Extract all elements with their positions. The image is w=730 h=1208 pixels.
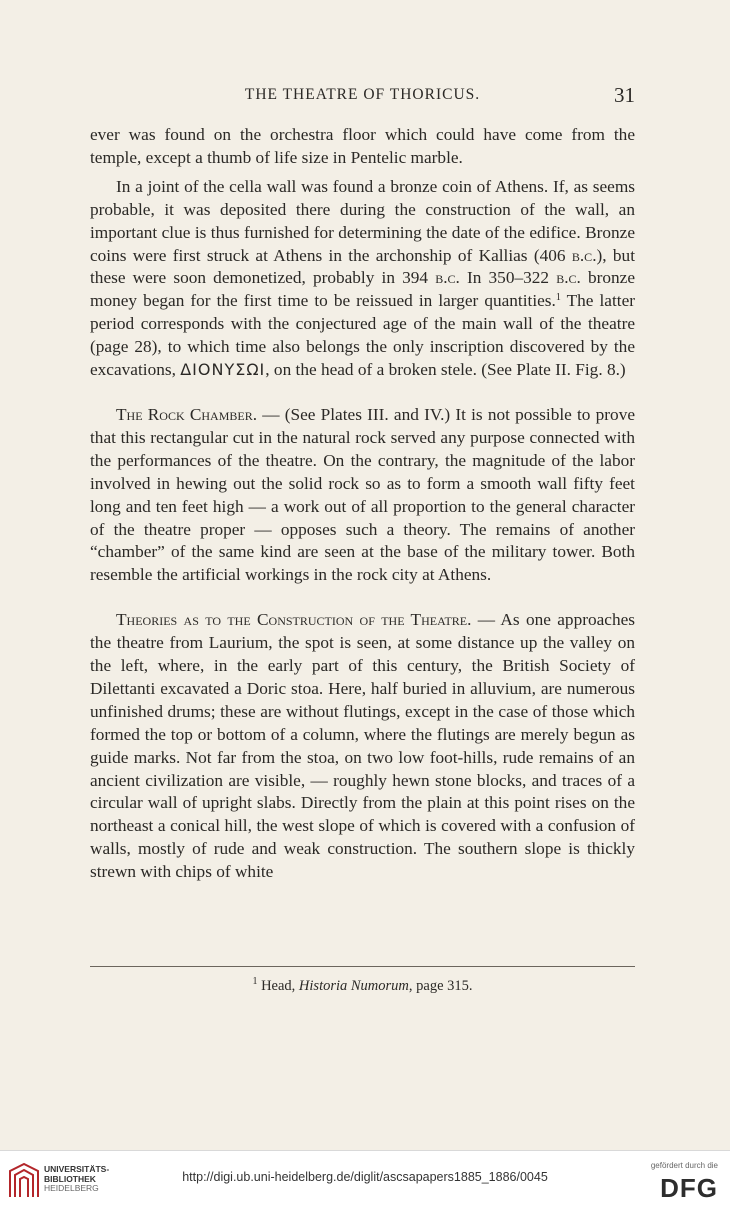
library-name-line-2: BIBLIOTHEK (44, 1173, 96, 1184)
paragraph-2-text-e: The latter period corresponds with the conjectured age of the main wall of the theatre (page 28), to which time also belongs the only inscription discovered by the excavations, (90, 291, 635, 380)
body-text (90, 124, 635, 906)
section-heading-theories: Theories as to the Construction of the Theatre. (116, 610, 472, 630)
running-title: THE THEATRE OF THORICUS. (244, 86, 481, 103)
era-abbrev: b.c. (571, 245, 597, 265)
paragraph-1-text: ever was found on the orchestra floor which could have come from the temple, except a thumb of life size in Pentelic marble. (90, 125, 635, 167)
dfg-logo[interactable]: DFG (660, 1173, 718, 1203)
paragraph-theories (90, 609, 635, 884)
paragraph-2-text-b: ), but these were soon demonetized, probably in 394 (90, 245, 635, 288)
era-abbrev: b.c. (435, 268, 460, 288)
footnote-reference[interactable]: 1 (555, 292, 561, 304)
document-url-link[interactable]: http://digi.ub.uni-heidelberg.de/diglit/ascsapapers1885_1886/0045 (182, 1170, 548, 1184)
footnote-divider (90, 966, 635, 967)
footnote (90, 978, 635, 995)
library-name-line-3: HEIDELBERG (44, 1183, 99, 1193)
era-abbrev: b.c. (556, 268, 581, 288)
footnote-title: Historia Numorum (298, 978, 409, 994)
greek-inscription: ΔΙΟΝΥΣΩΙ (180, 360, 266, 380)
viewer-footer (0, 1150, 730, 1208)
paragraph-2-text-f: , on the head of a broken stele. (See Plate II. Fig. 8.) (265, 360, 626, 380)
section-heading-rock-chamber: The Rock Chamber. (116, 404, 258, 424)
library-name-line-1: UNIVERSITÄTS- (44, 1164, 110, 1174)
footnote-prefix: Head, (257, 978, 299, 994)
footnote-suffix: , page 315. (408, 978, 473, 994)
paragraph-2-text-a: In a joint of the cella wall was found a bronze coin of Athens. If, as seems probable, it was deposited there during the construction of the wall, an important clue is thus furnished for determining the date of the edifice. Bronze coins were first struck at Athens in the archonship of Kallias (406 (90, 176, 635, 265)
paragraph-rock-chamber (90, 404, 635, 587)
page-header (90, 83, 635, 108)
funded-by-label: gefördert durch die (650, 1161, 718, 1170)
footnote-marker: 1 (252, 976, 258, 987)
paragraph-2-text-c: In 350–322 (459, 268, 557, 288)
paragraph-2-text-d: bronze money began for the first time to be reissued in larger quantities. (90, 268, 636, 311)
paragraph-3-text: — (See Plates III. and IV.) It is not possible to prove that this rectangular cut in the natural rock served any purpose connected with the performances of the theatre. On the contrary, the magnitude of the labor involved in hewing out the solid rock so as to form a smooth wall fifty feet long and ten feet high — a work out of all proportion to the general character of the theatre proper — opposes such a theory. The remains of another “chamber” of the same kind are seen at the base of the military tower. Both resemble the artificial workings in the rock city at Athens. (90, 404, 636, 585)
paragraph-4-text: — As one approaches the theatre from Laurium, the spot is seen, at some distance up the valley on the left, where, in the early part of this century, the British Society of Dilettanti excavated a Doric stoa. Here, half buried in alluvium, are numerous unfinished drums; these are without flutings, except in the case of those which formed the top or bottom of a column, where the flutings are merely begun as guide marks. Not far from the stoa, on two low foot-hills, rude remains of an ancient civilization are visible, — roughly hewn stone blocks, and traces of a circular wall of upright slabs. Directly from the plain at this point rises on the northeast a conical hill, the west slope of which is covered with a confusion of walls, mostly of rude and weak construction. The southern slope is thickly strewn with chips of white (90, 610, 635, 882)
paragraph-1 (90, 124, 635, 170)
paragraph-2 (90, 176, 635, 382)
page-number: 31 (614, 83, 635, 107)
